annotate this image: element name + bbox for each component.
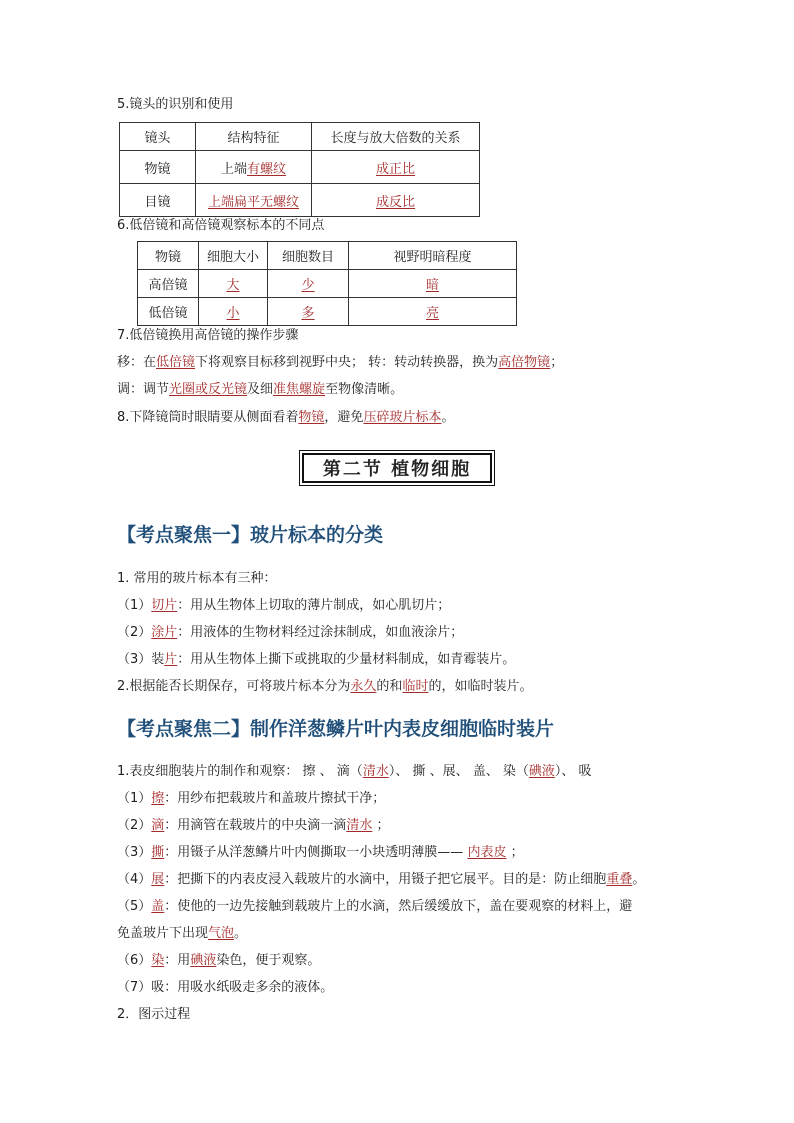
answer-text: 小 — [226, 306, 240, 321]
section-8-line — [117, 409, 454, 427]
text: ：使他的一边先接触到载玻片上的水滴，然后缓缓放下，盖在要观察的材料上，避 — [164, 899, 633, 914]
list-item — [117, 624, 463, 642]
table-header-row — [120, 123, 480, 151]
text: ：用镊子从洋葱鳞片叶内侧撕取一小块透明薄膜—— — [164, 845, 468, 860]
answer-text: 内表皮 — [467, 845, 507, 860]
answer-text: 永久 — [350, 679, 377, 694]
table-header-cell: 结构特征 — [196, 123, 312, 151]
table-cell — [312, 151, 480, 184]
text: ，避免 — [324, 410, 364, 425]
list-item — [117, 898, 632, 916]
answer-text: 清水 — [362, 764, 389, 779]
text: （4） — [117, 872, 152, 887]
table-row — [138, 270, 517, 298]
text: ； — [372, 818, 390, 833]
magnification-table — [137, 241, 517, 326]
answer-text: 准焦螺旋 — [273, 382, 326, 397]
table-cell — [268, 298, 349, 326]
answer-text: 擦 — [151, 791, 165, 806]
text: ）、 撕 、展、 盖、 染（ — [388, 764, 529, 779]
answer-text: 暗 — [425, 278, 439, 293]
answer-text: 亮 — [425, 306, 439, 321]
text: 。 — [632, 872, 646, 887]
text: （2） — [117, 625, 152, 640]
list-item — [117, 925, 247, 943]
answer-text: 有螺纹 — [247, 161, 287, 177]
table-cell — [199, 270, 268, 298]
text: 移：在 — [117, 355, 157, 370]
text: 及细 — [247, 382, 274, 397]
answer-text: 高倍物镜 — [498, 355, 551, 370]
table-row — [138, 298, 517, 326]
answer-text: 气泡 — [208, 926, 235, 941]
text: 至物像清晰。 — [325, 382, 404, 397]
table-header-cell: 细胞大小 — [199, 242, 268, 270]
list-item — [117, 817, 389, 835]
table-cell — [268, 270, 349, 298]
text: （5） — [117, 899, 152, 914]
text: （1） — [117, 598, 152, 613]
table-row — [120, 151, 480, 184]
table-cell — [312, 184, 480, 217]
table-cell — [349, 298, 517, 326]
focus-2-intro — [117, 763, 592, 781]
answer-text: 压碎玻片标本 — [363, 410, 442, 425]
list-item — [117, 790, 385, 808]
list-item — [117, 871, 645, 889]
text: ：用从生物体上撕下或挑取的少量材料制成，如青霉装片。 — [177, 652, 516, 667]
lens-table — [119, 122, 480, 217]
table-header-cell: 镜头 — [120, 123, 196, 151]
table-row — [120, 184, 480, 217]
text: ：用 — [164, 953, 191, 968]
table-header-cell: 细胞数目 — [268, 242, 349, 270]
answer-text: 碘液 — [190, 953, 217, 968]
answer-text: 大 — [226, 278, 240, 293]
answer-text: 成正比 — [375, 161, 415, 177]
answer-text: 低倍镜 — [156, 355, 196, 370]
text: ：用从生物体上切取的薄片制成，如心肌切片； — [177, 598, 451, 613]
text: 8.下降镜筒时眼睛要从侧面看着 — [117, 410, 299, 425]
table-cell: 目镜 — [120, 184, 196, 217]
section-5-title: 5.镜头的识别和使用 — [117, 97, 234, 112]
text: 调：调节 — [117, 382, 170, 397]
answer-text: 清水 — [346, 818, 373, 833]
focus-2-line-2: 2．图示过程 — [117, 1007, 191, 1022]
list-item — [117, 979, 333, 997]
table-cell — [196, 184, 312, 217]
answer-text: 盖 — [151, 899, 165, 914]
text: （3）装 — [117, 652, 165, 667]
text: 下将观察目标移到视野中央； 转：转动转换器，换为 — [195, 355, 499, 370]
text: （7）吸：用吸水纸吸走多余的液体。 — [117, 980, 334, 995]
answer-text: 展 — [151, 872, 165, 887]
answer-text: 物镜 — [298, 410, 325, 425]
section-7-line-2 — [117, 381, 403, 399]
text: （1） — [117, 791, 152, 806]
text: 的和 — [376, 679, 403, 694]
section-7-title: 7.低倍镜换用高倍镜的操作步骤 — [117, 328, 299, 343]
table-header-row — [138, 242, 517, 270]
answer-text: 少 — [301, 278, 315, 293]
text: ：用纱布把载玻片和盖玻片擦拭干净； — [164, 791, 386, 806]
text: 免盖玻片下出现 — [117, 926, 209, 941]
table-cell — [196, 151, 312, 184]
table-cell: 物镜 — [120, 151, 196, 184]
text: ：把撕下的内表皮浸入载玻片的水滴中，用镊子把它展平。目的是：防止细胞 — [164, 872, 607, 887]
text: ； — [506, 845, 524, 860]
table-header-cell: 视野明暗程度 — [349, 242, 517, 270]
answer-text: 染 — [151, 953, 165, 968]
answer-text: 切片 — [151, 598, 178, 613]
answer-text: 上端扁平无螺纹 — [207, 194, 299, 210]
list-item — [117, 651, 515, 669]
table-cell — [199, 298, 268, 326]
section-6-title: 6.低倍镜和高倍镜观察标本的不同点 — [117, 218, 325, 233]
section-7-line-1 — [117, 354, 563, 372]
answer-text: 片 — [164, 652, 178, 667]
text: 的，如临时装片。 — [428, 679, 533, 694]
list-item — [117, 952, 320, 970]
text: 。 — [234, 926, 248, 941]
answer-text: 成反比 — [375, 194, 415, 210]
table-cell: 高倍镜 — [138, 270, 199, 298]
text: 1.表皮细胞装片的制作和观察： 擦 、 滴（ — [117, 764, 363, 779]
table-header-cell: 物镜 — [138, 242, 199, 270]
answer-text: 重叠 — [606, 872, 633, 887]
table-cell: 低倍镜 — [138, 298, 199, 326]
text: 2.根据能否长期保存，可将玻片标本分为 — [117, 679, 351, 694]
answer-text: 多 — [301, 306, 315, 321]
answer-text: 撕 — [151, 845, 165, 860]
text: ：用滴管在载玻片的中央滴一滴 — [164, 818, 347, 833]
answer-text: 涂片 — [151, 625, 178, 640]
text: 染色，便于观察。 — [216, 953, 321, 968]
table-cell — [349, 270, 517, 298]
focus-2-heading: 【考点聚焦二】制作洋葱鳞片叶内表皮细胞临时装片 — [117, 718, 555, 740]
text: （3） — [117, 845, 152, 860]
focus-1-intro: 1. 常用的玻片标本有三种： — [117, 571, 277, 586]
answer-text: 光圈或反光镜 — [169, 382, 248, 397]
cell-text: 上端 — [220, 161, 247, 177]
answer-text: 滴 — [151, 818, 165, 833]
list-item — [117, 597, 450, 615]
list-item — [117, 844, 524, 862]
text: ：用液体的生物材料经过涂抹制成，如血液涂片； — [177, 625, 464, 640]
text: （2） — [117, 818, 152, 833]
text: ）、 吸 — [554, 764, 592, 779]
table-header-cell: 长度与放大倍数的关系 — [312, 123, 480, 151]
section-title-box: 第二节 植物细胞 — [302, 453, 492, 483]
text: ； — [550, 355, 564, 370]
focus-1-line-2 — [117, 678, 532, 696]
answer-text: 临时 — [402, 679, 429, 694]
answer-text: 碘液 — [528, 764, 555, 779]
text: 。 — [441, 410, 455, 425]
focus-1-heading: 【考点聚焦一】玻片标本的分类 — [117, 524, 384, 546]
text: （6） — [117, 953, 152, 968]
